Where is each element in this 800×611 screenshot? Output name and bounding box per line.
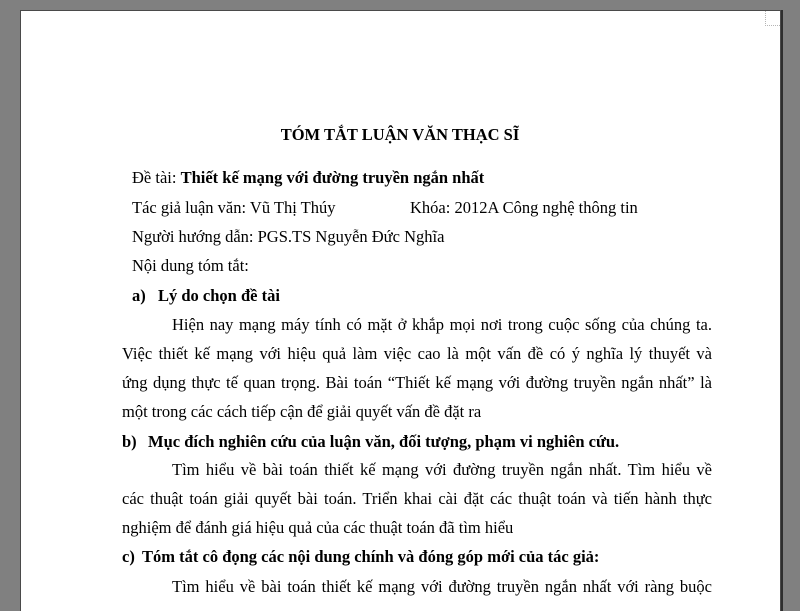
course-label: Khóa: — [410, 198, 451, 217]
section-a-line-2: Việc thiết kế mạng với hiệu quả làm việc cao là một vấn đề có ý nghĩa lý thuyết và — [122, 344, 712, 363]
topic-label: Đề tài: — [132, 168, 177, 187]
section-a-line-3: ứng dụng thực tế quan trọng. Bài toán “Thiết kế mạng với đường truyền ngắn nhất” là — [122, 373, 712, 392]
topic-value: Thiết kế mạng với đường truyền ngắn nhất — [180, 168, 485, 187]
section-b-marker: b) — [122, 432, 137, 451]
section-b-line-3: nghiệm để đánh giá hiệu quả của các thuật toán đã tìm hiểu — [122, 518, 514, 537]
course-line — [410, 198, 638, 218]
author-label: Tác giả luận văn: — [132, 198, 247, 217]
section-b-line-1: Tìm hiểu về bài toán thiết kế mạng với đường truyền ngắn nhất. Tìm hiểu về — [172, 460, 712, 479]
section-c-marker: c) — [122, 547, 135, 566]
section-c-line-1: Tìm hiểu về bài toán thiết kế mạng với đường truyền ngắn nhất với ràng buộc — [172, 577, 712, 596]
author-line — [132, 198, 335, 218]
advisor-line — [132, 227, 444, 247]
section-a-line-1: Hiện nay mạng máy tính có mặt ở khắp mọi nơi trong cuộc sống của chúng ta. — [172, 315, 712, 334]
section-a-heading: Lý do chọn đề tài — [158, 286, 280, 305]
advisor-value: PGS.TS Nguyễn Đức Nghĩa — [257, 227, 445, 246]
advisor-label: Người hướng dẫn: — [132, 227, 254, 246]
section-a-marker: a) — [132, 286, 146, 305]
page-corner-mark — [765, 11, 780, 26]
document-title: TÓM TẮT LUẬN VĂN THẠC SĨ — [280, 125, 520, 144]
summary-label: Nội dung tóm tắt: — [132, 256, 249, 275]
section-c-heading: Tóm tắt cô đọng các nội dung chính và đóng góp mới của tác giả: — [142, 547, 600, 566]
course-value: 2012A Công nghệ thông tin — [454, 198, 638, 217]
topic-line — [132, 168, 484, 188]
author-value: Vũ Thị Thúy — [249, 198, 336, 217]
section-b-line-2: các thuật toán giải quyết bài toán. Triển khai cài đặt các thuật toán và tiến hành thực — [122, 489, 712, 508]
section-a-line-4: một trong các cách tiếp cận để giải quyết vấn đề đặt ra — [122, 402, 482, 421]
section-b-heading: Mục đích nghiên cứu của luận văn, đối tượng, phạm vi nghiên cứu. — [148, 432, 620, 451]
